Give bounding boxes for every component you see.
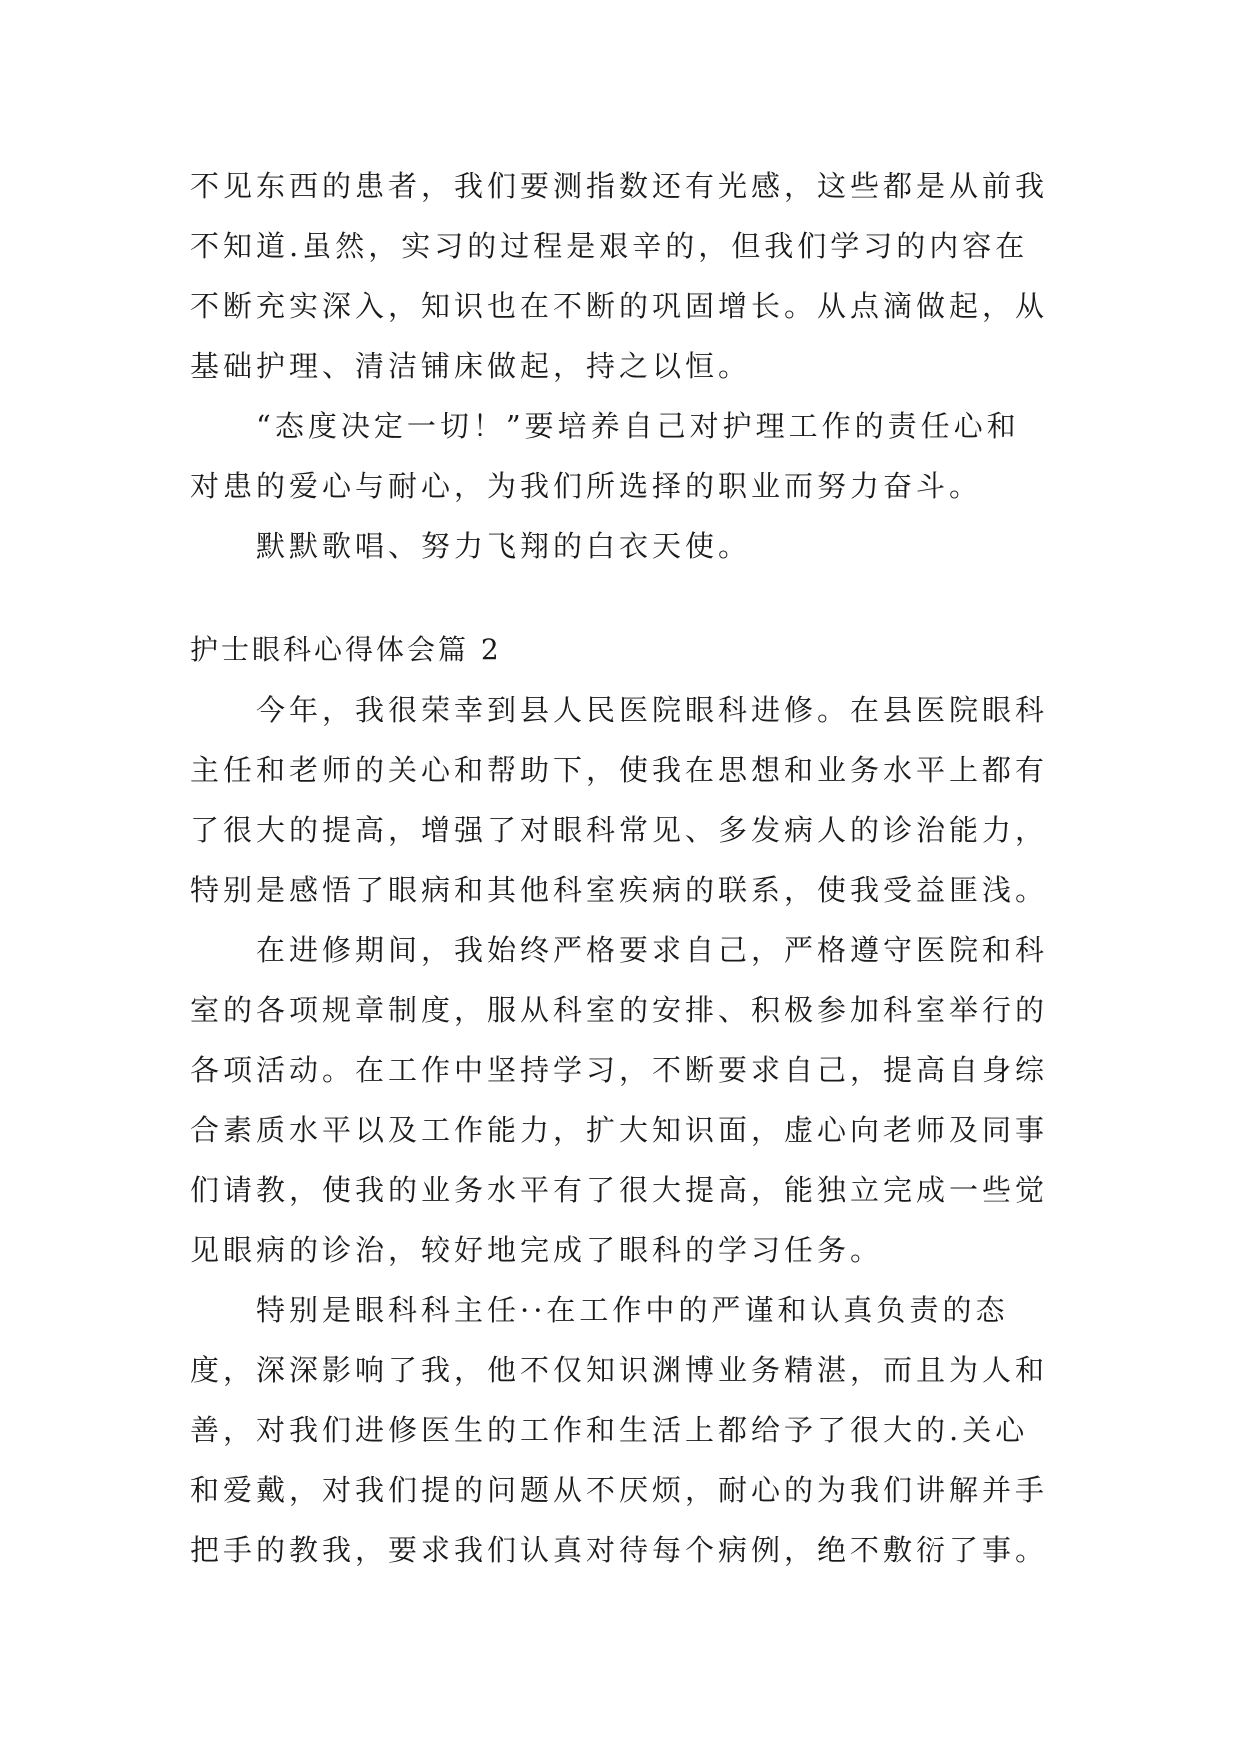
text-line: 不知道.虽然，实习的过程是艰辛的，但我们学习的内容在 [190, 229, 1029, 263]
text-line: 不见东西的患者，我们要测指数还有光感，这些都是从前我 [190, 169, 1049, 203]
text-line: 今年，我很荣幸到县人民医院眼科进修。在县医院眼科 [190, 693, 1049, 727]
text-line: 合素质水平以及工作能力，扩大知识面，虚心向老师及同事 [190, 1113, 1049, 1147]
text-line: 把手的教我，要求我们认真对待每个病例，绝不敷衍了事。 [190, 1533, 1049, 1567]
text-line: 了很大的提高，增强了对眼科常见、多发病人的诊治能力， [190, 813, 1049, 847]
text-line: 度，深深影响了我，他不仅知识渊博业务精湛，而且为人和 [190, 1353, 1049, 1387]
text-line: 在进修期间，我始终严格要求自己，严格遵守医院和科 [190, 933, 1049, 967]
text-line: 和爱戴，对我们提的问题从不厌烦，耐心的为我们讲解并手 [190, 1473, 1049, 1507]
text-line: 们请教，使我的业务水平有了很大提高，能独立完成一些觉 [190, 1173, 1049, 1207]
text-line: 各项活动。在工作中坚持学习，不断要求自己，提高自身综 [190, 1053, 1049, 1087]
text-line: 不断充实深入，知识也在不断的巩固增长。从点滴做起，从 [190, 289, 1049, 323]
text-line: 善，对我们进修医生的工作和生活上都给予了很大的.关心 [190, 1413, 1029, 1447]
section-heading [190, 620, 1070, 680]
text-line: 基础护理、清洁铺床做起，持之以恒。 [190, 349, 752, 383]
text-line: “态度决定一切！”要培养自己对护理工作的责任心和 [190, 409, 1020, 443]
paragraph-block-body [190, 680, 1070, 1580]
text-line: 主任和老师的关心和帮助下，使我在思想和业务水平上都有 [190, 753, 1049, 787]
text-line: 特别是感悟了眼病和其他科室疾病的联系，使我受益匪浅。 [190, 873, 1049, 907]
text-line: 室的各项规章制度，服从科室的安排、积极参加科室举行的 [190, 993, 1049, 1027]
text-line: 特别是眼科科主任··在工作中的严谨和认真负责的态 [190, 1293, 1009, 1327]
text-line: 见眼病的诊治，较好地完成了眼科的学习任务。 [190, 1233, 884, 1267]
text-line: 对患的爱心与耐心，为我们所选择的职业而努力奋斗。 [190, 469, 983, 503]
section-title: 护士眼科心得体会篇 2 [190, 633, 502, 666]
paragraph-block-top [190, 156, 1070, 576]
text-line: 默默歌唱、努力飞翔的白衣天使。 [190, 529, 752, 563]
